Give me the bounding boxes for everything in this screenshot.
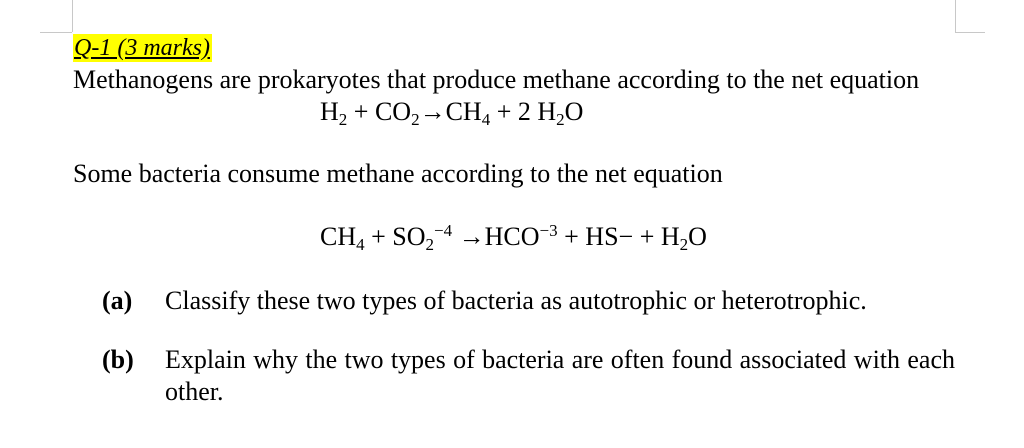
part-text: Explain why the two types of bacteria are often found associated with each other. [165,345,955,406]
equation-methane-consumption: $CH_4 + SO_2^{-4} \to HCO^{-3} + HS- + H_2O$ [320,221,707,254]
part-label: (a) [102,286,133,315]
part-text: Classify these two types of bacteria as autotrophic or heterotrophic. [165,286,867,315]
crop-mark-top-left-horizontal [40,32,72,33]
intro-text-methane-consumers: Some bacteria consume methane according to the net equation [73,159,723,188]
equation-methane-production: $H_2 + CO_2\to CH_4 + 2$ $H_2O$ [320,97,584,129]
intro-text-methanogens: Methanogens are prokaryotes that produce methane according to the net equation [73,65,920,94]
question-title: Q-1 (3 marks) [74,35,210,61]
part-label: (b) [102,345,134,374]
crop-mark-top-right-vertical [955,0,956,32]
crop-mark-top-left-vertical [72,0,73,32]
crop-mark-top-right-horizontal [955,32,985,33]
